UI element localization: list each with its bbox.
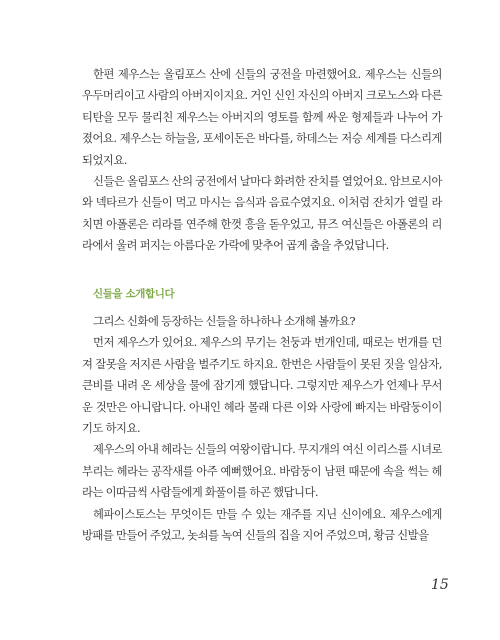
paragraph: 그리스 신화에 등장하는 신들을 하나하나 소개해 볼까요?	[93, 315, 356, 328]
paragraph: 제우스의 아내 헤라는 신들의 여왕이랍니다. 무지개의 여신 이리스를 시녀로 부리는 헤라는 공작새를 아주 예뻐했어요. 바람둥이 남편 때문에 속을 썩는 헤라는 이따금씩 사람들에게 화풀이를 하곤 했답니다.	[82, 443, 442, 500]
paragraph: 헤파이스토스는 무엇이든 만들 수 있는 재주를 지닌 신이에요. 제우스에게 방패를 만들어 주었고, 놋쇠를 녹여 신들의 집을 지어 주었으며, 황금 신발을	[82, 507, 442, 543]
intro-text-block	[82, 64, 442, 257]
paragraph: 먼저 제우스가 있어요. 제우스의 무기는 천둥과 번개인데, 때로는 번개를 던져 잘못을 저지른 사람을 벌주기도 하지요. 한번은 사람들이 못된 짓을 일삼자, 큰비를 내려 온 세상을 물에 잠기게 했답니다. 그렇지만 제우스가 언제나 무서운 것만은 아니랍니다. 아내인 헤라 몰래 다른 이와 사랑에 빠지는 바람둥이이기도 하지요.	[82, 336, 442, 436]
section-heading: 신들을 소개합니다	[93, 288, 175, 300]
section-text-block	[82, 311, 442, 546]
paragraph: 한편 제우스는 올림포스 산에 신들의 궁전을 마련했어요. 제우스는 신들의 우두머리이고 사람의 아버지이지요. 거인 신인 자신의 아버지 크로노스와 다른 티탄을 모두 물리친 제우스는 아버지의 영토를 함께 싸운 형제들과 나누어 가졌어요. 제우스는 하늘을, 포세이돈은 바다를, 하데스는 저승 세계를 다스리게 되었지요.	[82, 68, 442, 167]
paragraph: 신들은 올림포스 산의 궁전에서 날마다 화려한 잔치를 열었어요. 암브로시아와 넥타르가 신들이 먹고 마시는 음식과 음료수였지요. 이처럼 잔치가 열릴 라치면 아폴론은 리라를 연주해 한껏 흥을 돋우었고, 뮤즈 여신들은 아폴론의 리라에서 울려 퍼지는 아름다운 가락에 맞추어 곱게 춤을 추었답니다.	[82, 175, 442, 253]
page-number: 15	[431, 577, 449, 593]
